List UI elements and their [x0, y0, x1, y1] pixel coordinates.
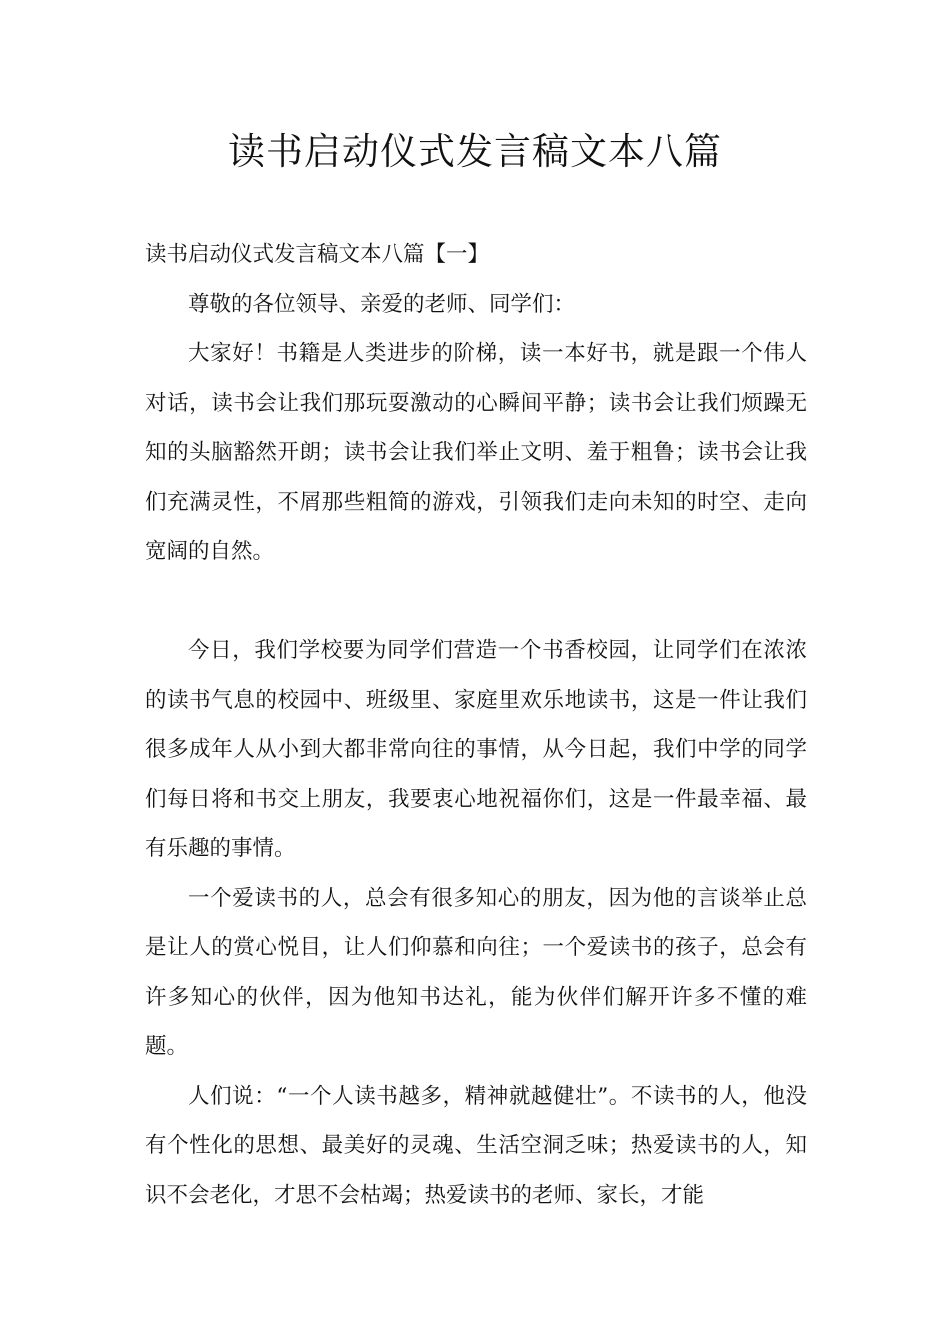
salutation-paragraph: 尊敬的各位领导、亲爱的老师、同学们： — [188, 291, 576, 317]
body-paragraph: 大家好！书籍是人类进步的阶梯，读一本好书，就是跟一个伟人对话，读书会让我们那玩耍激动的心瞬间平静；读书会让我们烦躁无知的头脑豁然开朗；读书会让我们举止文明、羞于粗鲁；读书会让我们充满灵性，不屑那些粗简的游戏，引领我们走向未知的时空、走向宽阔的自然。 — [145, 341, 807, 564]
body-paragraph: 今日，我们学校要为同学们营造一个书香校园，让同学们在浓浓的读书气息的校园中、班级里、家庭里欢乐地读书，这是一件让我们很多成年人从小到大都非常向往的事情，从今日起，我们中学的同学们每日将和书交上朋友，我要衷心地祝福你们，这是一件最幸福、最有乐趣的事情。 — [145, 638, 807, 861]
document-body — [145, 230, 807, 1220]
body-paragraph: 一个爱读书的人，总会有很多知心的朋友，因为他的言谈举止总是让人的赏心悦目，让人们仰慕和向往；一个爱读书的孩子，总会有许多知心的伙伴，因为他知书达礼，能为伙伴们解开许多不懂的难题。 — [145, 885, 807, 1059]
paragraph-spacer — [145, 577, 807, 627]
body-paragraph: 人们说：“一个人读书越多，精神就越健壮”。不读书的人，他没有个性化的思想、最美好的灵魂、生活空洞乏味；热爱读书的人，知识不会老化，才思不会枯竭；热爱读书的老师、家长，才能 — [145, 1083, 807, 1208]
document-title: 读书启动仪式发言稿文本八篇 — [228, 130, 722, 173]
section-heading: 读书启动仪式发言稿文本八篇【一】 — [145, 242, 490, 267]
